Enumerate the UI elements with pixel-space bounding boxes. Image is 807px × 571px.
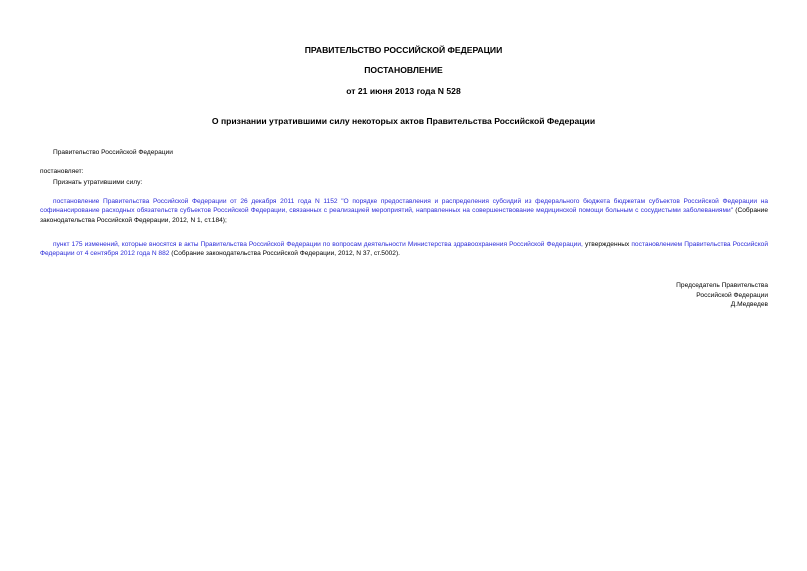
signatory-position-line2: Российской Федерации <box>696 291 768 299</box>
approved-by-text: утвержденных <box>582 241 632 248</box>
signatory-name: Д.Медведев <box>730 301 768 309</box>
document-date-number: от 21 июня 2013 года N 528 <box>346 86 461 96</box>
document-title: О признании утратившими силу некоторых актов Правительства Российской Федерации <box>211 116 596 126</box>
source-citation-2: (Собрание законодательства Российской Федерации, 2012, N 37, ст.5002). <box>169 250 401 258</box>
paragraph-repealed-act-2 <box>40 240 768 259</box>
issuer-text: Правительство Российской Федерации <box>53 149 173 156</box>
recognize-text: Признать утратившими силу: <box>53 179 143 186</box>
paragraph-repealed-act-1 <box>40 197 768 225</box>
signatory-position-line1: Председатель Правительства <box>676 282 768 289</box>
link-resolution-882[interactable]: постановлением Правительства Российской Федерации от 4 сентября 2012 года N 882 <box>40 241 769 258</box>
source-citation-1: (Собрание законодательства Российской Федерации, 2012, N 1, ст.184); <box>40 207 768 224</box>
signature-block <box>676 281 768 310</box>
decrees-text: постановляет: <box>40 168 84 175</box>
government-name: ПРАВИТЕЛЬСТВО РОССИЙСКОЙ ФЕДЕРАЦИИ <box>304 45 503 55</box>
link-resolution-1152[interactable]: постановление Правительства Российской Федерации от 26 декабря 2011 года N 1152 "О порядке предоставления и распределения субсидий из федерального бюджета бюджетам субъектов Российской Федерации на софинансирование расходных обязательств субъектов Российской Федерации, связанных с реализацией мероприятий, направленных на совершенствование медицинской помощи больным с сосудистыми заболеваниями" <box>40 198 768 215</box>
document-type: ПОСТАНОВЛЕНИЕ <box>364 65 443 75</box>
link-item-175[interactable]: пункт 175 изменений, которые вносятся в акты Правительства Российской Федерации по вопросам деятельности Министерства здравоохранения Российской Федерации, <box>53 241 583 248</box>
